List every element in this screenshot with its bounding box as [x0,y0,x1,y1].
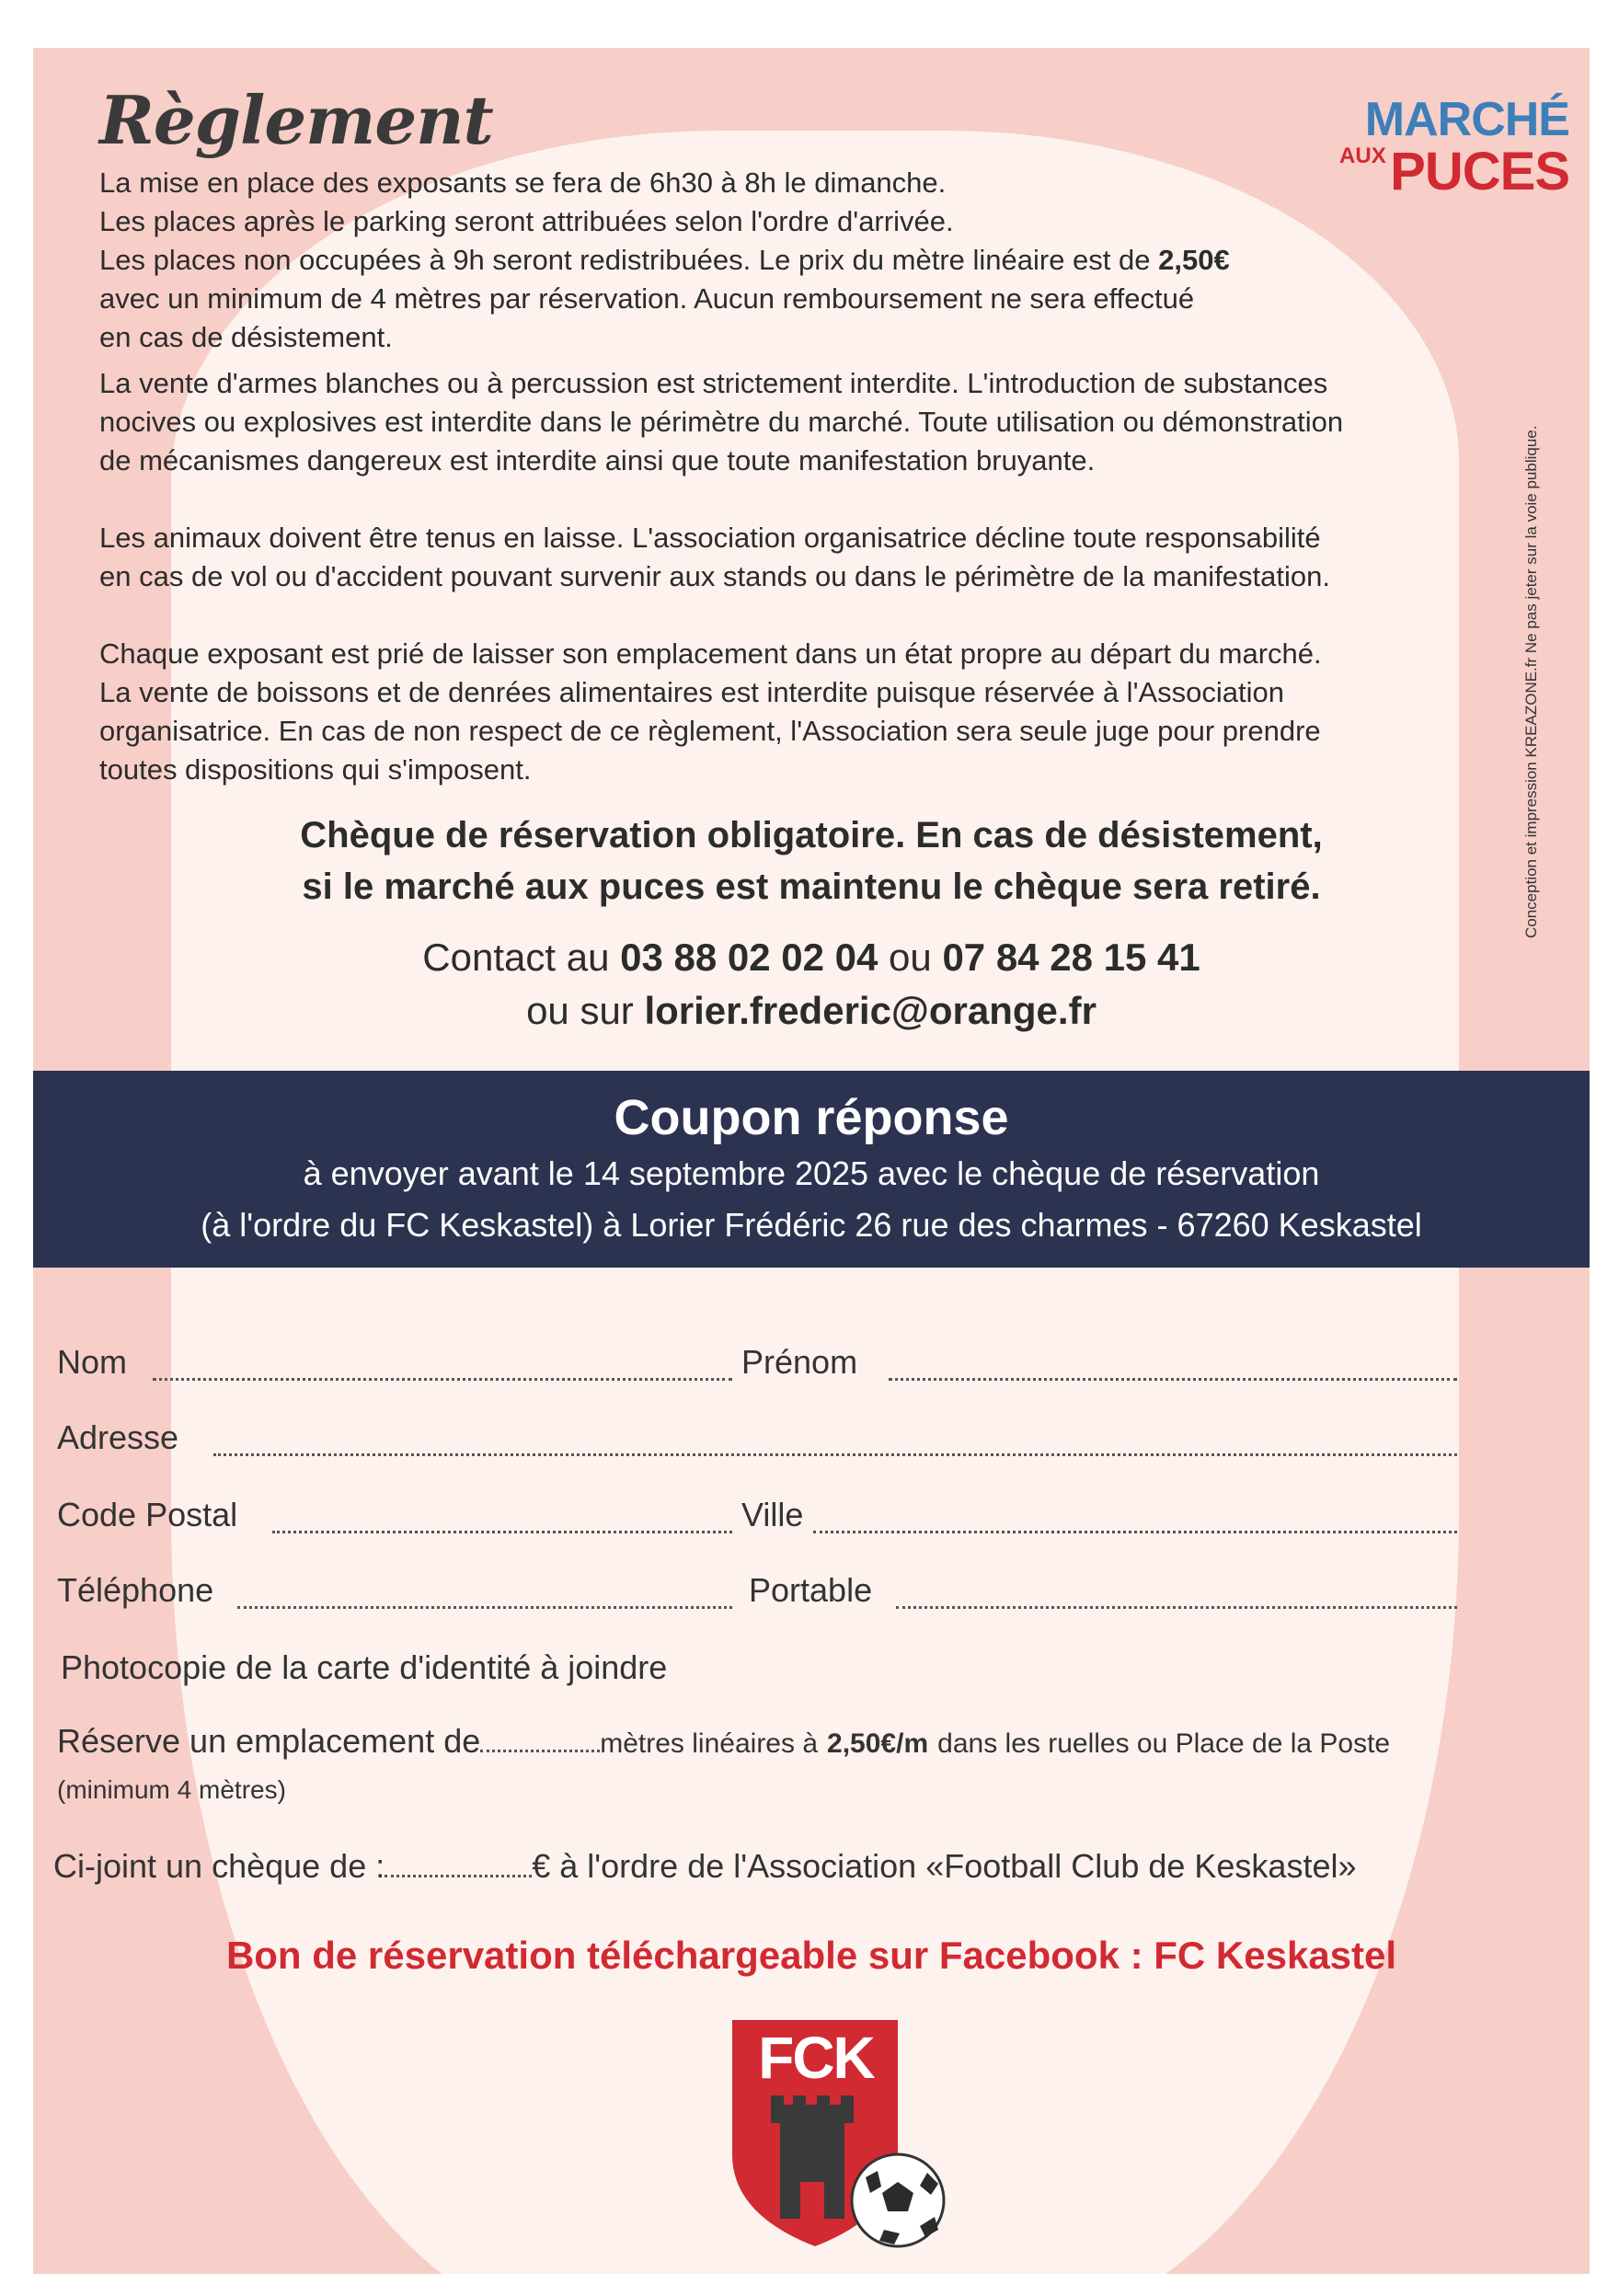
cheque-amount-field[interactable] [385,1875,532,1877]
reserve-line [57,1722,1390,1761]
rule-text: Les places non occupées à 9h seront redistribuées. Le prix du mètre linéaire est de [99,244,1151,276]
cheque-text-b: € à l'ordre de l'Association «Football Club de Keskastel» [532,1847,1357,1885]
coupon-line1: à envoyer avant le 14 septembre 2025 avec le chèque de réservation [303,1154,1320,1192]
reservation-notice [33,809,1590,913]
fck-club-logo [723,2016,953,2256]
flyer-page [33,48,1590,2274]
marche-aux-puces-logo [1339,93,1569,201]
page-title: Règlement [99,81,493,159]
notice-line: Chèque de réservation obligatoire. En cas de désistement, [300,815,1323,855]
fck-text: FCK [758,2025,874,2091]
rules-paragraph-2 [99,364,1343,480]
contact-email[interactable]: lorier.frederic@orange.fr [644,989,1097,1032]
label-nom: Nom [57,1343,128,1381]
photocopie-note: Photocopie de la carte d'identité à joindre [61,1648,668,1686]
logo-aux: AUX [1339,144,1386,168]
contact-or: ou [889,936,932,979]
coupon-title: Coupon réponse [614,1090,1009,1145]
rule-line: La mise en place des exposants se fera de 6h30 à 8h le dimanche. [99,166,947,199]
rule-line: Les animaux doivent être tenus en laisse. L'association organisatrice décline toute responsabilité [99,522,1321,554]
rule-line: La vente d'armes blanches ou à percussion est strictement interdite. L'introduction de substances [99,367,1328,399]
coupon-line2: (à l'ordre du FC Keskastel) à Lorier Frédéric 26 rue des charmes - 67260 Keskastel [201,1206,1422,1244]
contact-block [33,931,1590,1038]
telephone-field[interactable] [237,1606,732,1609]
rule-line: toutes dispositions qui s'imposent. [99,753,532,786]
label-ville: Ville [741,1496,804,1533]
prenom-field[interactable] [889,1378,1457,1381]
label-telephone: Téléphone [57,1571,214,1609]
notice-line: si le marché aux puces est maintenu le chèque sera retiré. [302,867,1321,907]
rule-line: en cas de désistement. [99,321,393,353]
rule-line: Chaque exposant est prié de laisser son emplacement dans un état propre au départ du marché. [99,637,1322,670]
portable-field[interactable] [896,1606,1457,1609]
label-prenom: Prénom [741,1343,858,1381]
cheque-text-a: Ci-joint un chèque de : [53,1847,385,1885]
phone-2[interactable]: 07 84 28 15 41 [942,936,1200,979]
rule-line: Les places après le parking seront attribuées selon l'ordre d'arrivée. [99,205,954,237]
rule-line: en cas de vol ou d'accident pouvant survenir aux stands ou dans le périmètre de la manifestation. [99,560,1330,592]
label-adresse: Adresse [57,1418,179,1456]
rules-paragraph-3 [99,519,1330,596]
rules-paragraph-4 [99,635,1322,789]
reserve-minimum: (minimum 4 mètres) [57,1775,286,1804]
rule-line: La vente de boissons et de denrées alimentaires est interdite puisque réservée à l'Association [99,676,1285,708]
phone-1[interactable]: 03 88 02 02 04 [620,936,878,979]
reserve-text-a: Réserve un emplacement de [57,1722,481,1760]
contact-prefix: Contact au [422,936,610,979]
reserve-price: 2,50€/m [827,1728,929,1759]
rule-line: nocives ou explosives est interdite dans le périmètre du marché. Toute utilisation ou démonstration [99,406,1344,438]
price-value: 2,50€ [1158,244,1230,276]
logo-line2: PUCES [1390,142,1569,201]
metres-field[interactable] [480,1750,600,1752]
contact-phones [33,931,1590,984]
download-notice: Bon de réservation téléchargeable sur Facebook : FC Keskastel [225,1934,1397,1977]
nom-field[interactable] [153,1378,732,1381]
rule-line: de mécanismes dangereux est interdite ainsi que toute manifestation bruyante. [99,444,1096,476]
rule-line: avec un minimum de 4 mètres par réservation. Aucun remboursement ne sera effectué [99,282,1195,315]
cheque-line [53,1847,1357,1886]
ville-field[interactable] [813,1531,1457,1533]
code-postal-field[interactable] [272,1531,732,1533]
contact-prefix2: ou sur [526,989,634,1032]
coupon-banner [33,1071,1590,1268]
printer-credit: Conception et impression KREAZONE.fr Ne pas jeter sur la voie publique. [1522,425,1540,938]
rule-line [99,241,1230,280]
rule-line: organisatrice. En cas de non respect de ce règlement, l'Association sera seule juge pour prendre [99,715,1321,747]
adresse-field[interactable] [213,1453,1457,1456]
contact-email-line [33,984,1590,1038]
logo-line1: MARCHÉ [1364,93,1569,146]
label-code-postal: Code Postal [57,1496,238,1533]
label-portable: Portable [749,1571,873,1609]
reserve-text-c: dans les ruelles ou Place de la Poste [937,1728,1391,1759]
reserve-text-b: mètres linéaires à [600,1728,819,1759]
rules-paragraph-1 [99,164,1230,357]
